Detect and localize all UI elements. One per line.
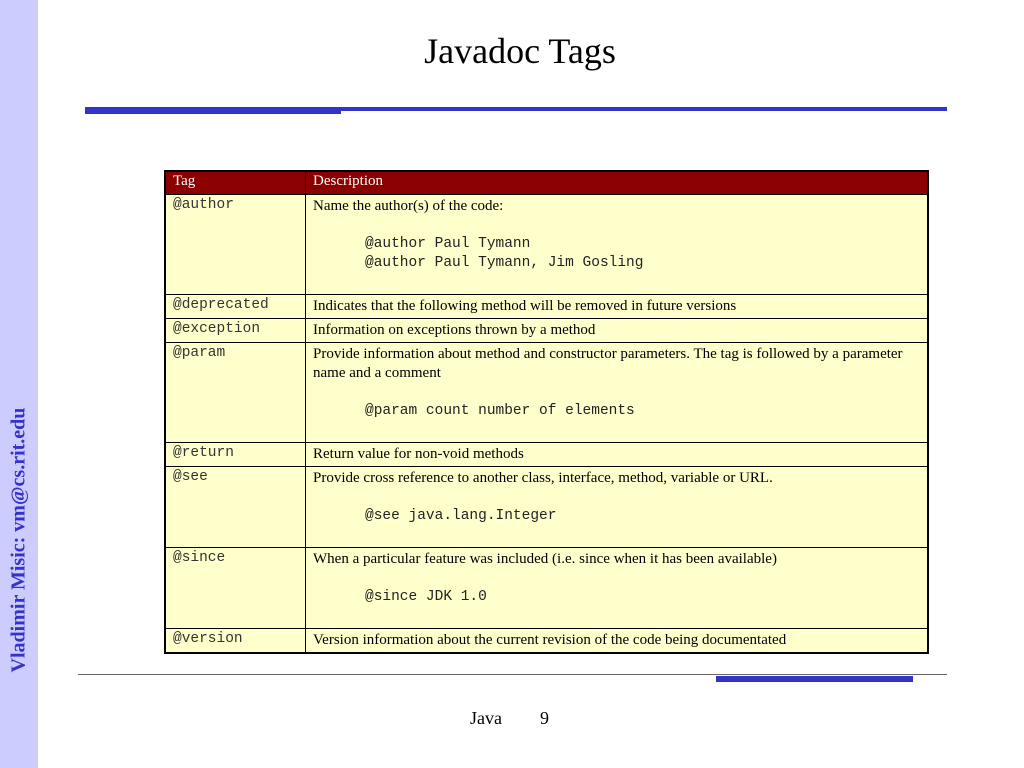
footer-rule bbox=[78, 674, 947, 675]
code-example: @param count number of elements bbox=[365, 403, 635, 419]
tag-description-cell bbox=[306, 343, 929, 443]
table-row bbox=[165, 629, 928, 654]
tag-description: Indicates that the following method will be removed in future versions bbox=[313, 298, 737, 314]
table-row bbox=[165, 548, 928, 629]
tag-description: Return value for non-void methods bbox=[313, 446, 524, 462]
title-rule-thin bbox=[341, 107, 947, 111]
header-tag: Tag bbox=[165, 171, 306, 195]
footer-label: Java bbox=[470, 708, 502, 728]
tag-description: When a particular feature was included (i.e. since when it has been available) bbox=[313, 551, 777, 567]
table-row bbox=[165, 319, 928, 343]
tag-description-cell bbox=[306, 295, 929, 319]
header-description: Description bbox=[306, 171, 929, 195]
sidebar-author: Vladimir Misic: vm@cs.rit.edu bbox=[7, 407, 30, 673]
spacer bbox=[313, 488, 920, 507]
tag-description-cell bbox=[306, 629, 929, 654]
tag-name: @return bbox=[165, 443, 306, 467]
table-row bbox=[165, 195, 928, 295]
tag-description-cell bbox=[306, 548, 929, 629]
table-header-row bbox=[165, 171, 928, 195]
table-body bbox=[165, 195, 928, 654]
javadoc-tags-table bbox=[164, 170, 929, 654]
tag-description: Provide cross reference to another class, interface, method, variable or URL. bbox=[313, 470, 773, 486]
tag-name: @version bbox=[165, 629, 306, 654]
tag-description-cell bbox=[306, 319, 929, 343]
code-example: @since JDK 1.0 bbox=[365, 589, 487, 605]
tag-description-cell bbox=[306, 443, 929, 467]
tag-description: Name the author(s) of the code: bbox=[313, 198, 504, 214]
spacer bbox=[313, 526, 920, 545]
tag-name: @since bbox=[165, 548, 306, 629]
footer bbox=[470, 708, 549, 729]
tag-name: @deprecated bbox=[165, 295, 306, 319]
tag-description-cell bbox=[306, 195, 929, 295]
spacer bbox=[313, 273, 920, 292]
tag-name: @author bbox=[165, 195, 306, 295]
table-row bbox=[165, 343, 928, 443]
spacer bbox=[313, 607, 920, 626]
spacer bbox=[313, 216, 920, 235]
tag-description-cell bbox=[306, 467, 929, 548]
tag-name: @exception bbox=[165, 319, 306, 343]
tag-description: Version information about the current revision of the code being documentated bbox=[313, 632, 787, 648]
code-example: @author Paul Tymann, Jim Gosling bbox=[365, 255, 644, 271]
code-example: @see java.lang.Integer bbox=[365, 508, 557, 524]
title-rule-thick bbox=[85, 107, 341, 114]
table-row bbox=[165, 443, 928, 467]
footer-accent bbox=[716, 676, 913, 682]
sidebar bbox=[0, 0, 38, 768]
slide-title: Javadoc Tags bbox=[424, 31, 616, 71]
spacer bbox=[313, 383, 920, 402]
tag-description: Provide information about method and constructor parameters. The tag is followed by a parameter name and a comment bbox=[313, 346, 903, 381]
tag-description: Information on exceptions thrown by a method bbox=[313, 322, 596, 338]
spacer bbox=[313, 569, 920, 588]
spacer bbox=[313, 421, 920, 440]
page-number: 9 bbox=[539, 708, 549, 728]
table-row bbox=[165, 467, 928, 548]
tag-name: @param bbox=[165, 343, 306, 443]
code-example: @author Paul Tymann bbox=[365, 236, 531, 252]
table-row bbox=[165, 295, 928, 319]
tag-name: @see bbox=[165, 467, 306, 548]
